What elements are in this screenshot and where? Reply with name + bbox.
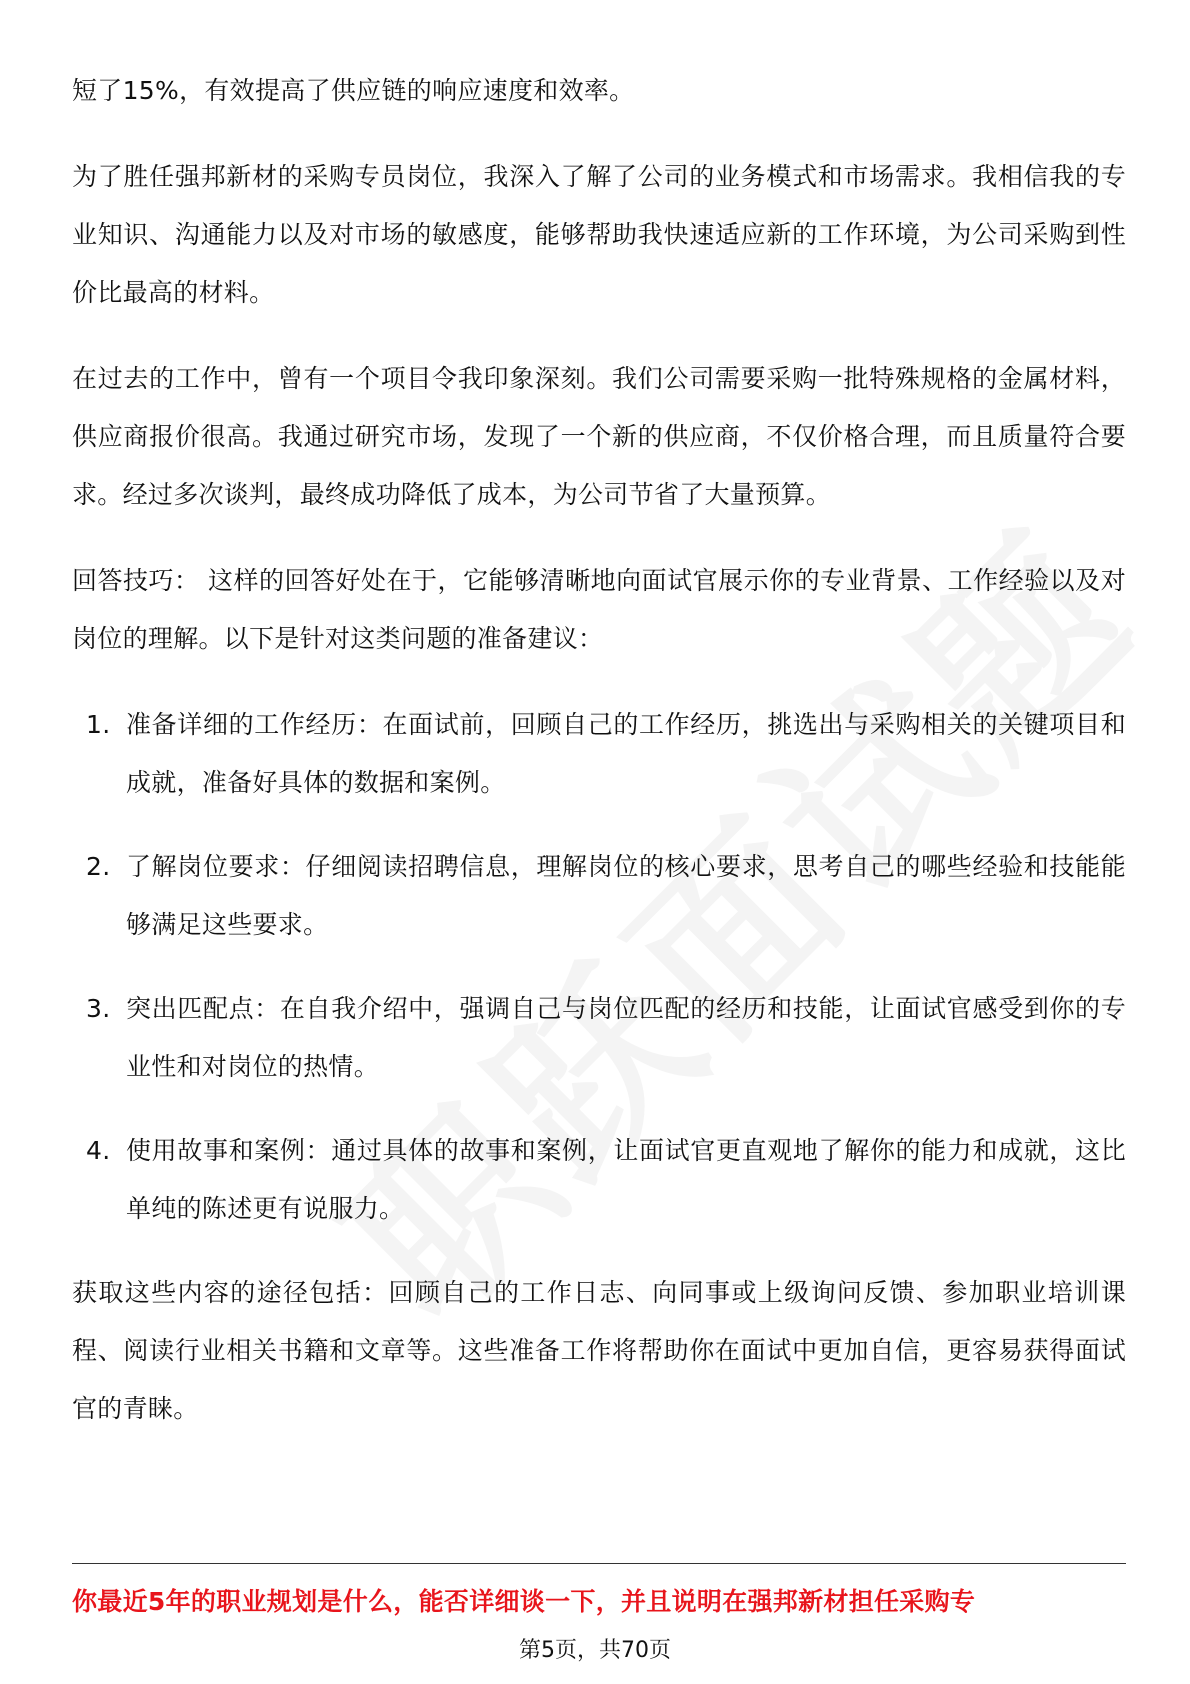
paragraph-motivation: 为了胜任强邦新材的采购专员岗位，我深入了解了公司的业务模式和市场需求。我相信我的专业知识、沟通能力以及对市场的敏感度，能够帮助我快速适应新的工作环境，为公司采购到性价比最高的材料。 (72, 162, 1126, 307)
list-number: 1. (86, 710, 111, 739)
list-item-text: 准备详细的工作经历：在面试前，回顾自己的工作经历，挑选出与采购相关的关键项目和成就，准备好具体的数据和案例。 (126, 710, 1126, 797)
list-item (72, 838, 1126, 954)
page-content (72, 62, 1126, 1466)
list-number: 2. (86, 852, 111, 881)
list-item-text: 使用故事和案例：通过具体的故事和案例，让面试官更直观地了解你的能力和成就，这比单纯的陈述更有说服力。 (126, 1136, 1126, 1223)
section-divider (72, 1563, 1126, 1564)
paragraph-answer-tips: 回答技巧： 这样的回答好处在于，它能够清晰地向面试官展示你的专业背景、工作经验以及对岗位的理解。以下是针对这类问题的准备建议： (72, 566, 1126, 653)
paragraph-project-example: 在过去的工作中，曾有一个项目令我印象深刻。我们公司需要采购一批特殊规格的金属材料，供应商报价很高。我通过研究市场，发现了一个新的供应商，不仅价格合理，而且质量符合要求。经过多次谈判，最终成功降低了成本，为公司节省了大量预算。 (72, 364, 1126, 509)
next-question-heading: 你最近5年的职业规划是什么，能否详细谈一下，并且说明在强邦新材担任采购专 (72, 1587, 976, 1616)
list-item (72, 1122, 1126, 1238)
list-item (72, 980, 1126, 1096)
list-item (72, 696, 1126, 812)
list-item-text: 了解岗位要求：仔细阅读招聘信息，理解岗位的核心要求，思考自己的哪些经验和技能能够满足这些要求。 (126, 852, 1126, 939)
tips-list (72, 696, 1126, 1238)
paragraph-continuation: 短了15%，有效提高了供应链的响应速度和效率。 (72, 76, 635, 105)
list-number: 4. (86, 1136, 111, 1165)
page-number: 第5页，共70页 (519, 1638, 671, 1663)
paragraph-closing: 获取这些内容的途径包括：回顾自己的工作日志、向同事或上级询问反馈、参加职业培训课程、阅读行业相关书籍和文章等。这些准备工作将帮助你在面试中更加自信，更容易获得面试官的青睐。 (72, 1278, 1126, 1423)
list-item-text: 突出匹配点：在自我介绍中，强调自己与岗位匹配的经历和技能，让面试官感受到你的专业性和对岗位的热情。 (126, 994, 1126, 1081)
list-number: 3. (86, 994, 111, 1023)
